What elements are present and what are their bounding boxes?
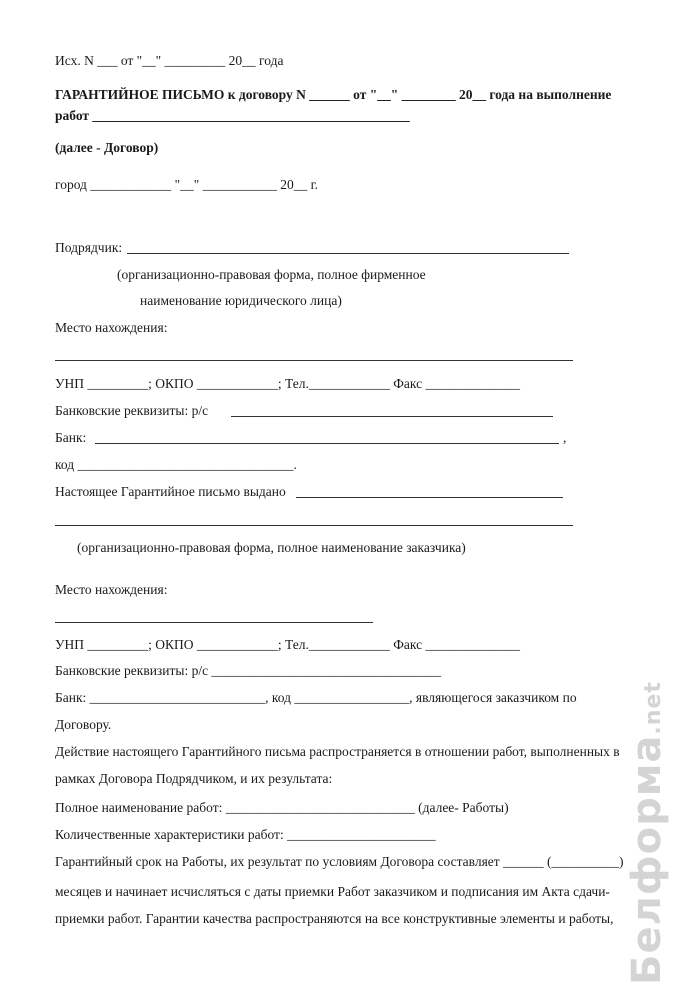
contractor-bank-label: Банк: bbox=[55, 430, 87, 445]
contractor-location-line bbox=[55, 360, 573, 361]
contractor-hint-1: (организационно-правовая форма, полное фирменное bbox=[117, 267, 426, 282]
issued-to-label: Настоящее Гарантийное письмо выдано bbox=[55, 484, 286, 499]
contractor-code-line: код ________________________________. bbox=[55, 457, 297, 472]
warranty-line-2: месяцев и начинает исчисляться с даты приемки Работ заказчиком и подписания им Акта сдачи- bbox=[55, 884, 610, 899]
document-title-line-2: работ _______________________________________________ bbox=[55, 108, 410, 123]
works-name-line: Полное наименование работ: ____________________________ (далее- Работы) bbox=[55, 800, 509, 815]
contractor-bank-comma: , bbox=[563, 430, 567, 445]
contractor-field-line bbox=[127, 253, 569, 254]
issued-to-line bbox=[296, 497, 563, 498]
city-date-line: город ____________ "__" ___________ 20__ г. bbox=[55, 177, 318, 192]
warranty-line-3: приемки работ. Гарантии качества распространяются на все конструктивные элементы и работы, bbox=[55, 911, 614, 926]
customer-name-line bbox=[55, 525, 573, 526]
contractor-label: Подрядчик: bbox=[55, 240, 123, 255]
customer-location-line bbox=[55, 622, 373, 623]
warranty-line-1: Гарантийный срок на Работы, их результат по условиям Договора составляет ______ (__________) bbox=[55, 854, 624, 869]
customer-unp-line: УНП _________; ОКПО ____________; Тел.____________ Факс ______________ bbox=[55, 637, 521, 652]
contractor-account-line bbox=[231, 416, 553, 417]
belforma-watermark: Белформа.net bbox=[624, 681, 670, 985]
scope-line-1: Действие настоящего Гарантийного письма распространяется в отношении работ, выполненных в bbox=[55, 744, 620, 759]
customer-hint: (организационно-правовая форма, полное наименование заказчика) bbox=[77, 540, 466, 555]
customer-location-label: Место нахождения: bbox=[55, 582, 168, 597]
document-title-line-3: (далее - Договор) bbox=[55, 140, 159, 155]
contractor-hint-2: наименование юридического лица) bbox=[140, 293, 342, 308]
contractor-location-label: Место нахождения: bbox=[55, 320, 168, 335]
works-quantity-line: Количественные характеристики работ: ______________________ bbox=[55, 827, 436, 842]
customer-bank-line: Банк: __________________________, код _________________, являющегося заказчиком по bbox=[55, 690, 577, 705]
scope-line-2: рамках Договора Подрядчиком, и их результата: bbox=[55, 771, 333, 786]
outgoing-number-line: Исх. N ___ от "__" _________ 20__ года bbox=[55, 53, 284, 68]
customer-bank-details-line: Банковские реквизиты: р/с __________________________________ bbox=[55, 663, 441, 678]
document-title-line-1: ГАРАНТИЙНОЕ ПИСЬМО к договору N ______ от "__" ________ 20__ года на выполнение bbox=[55, 87, 612, 102]
customer-bank-continuation: Договору. bbox=[55, 717, 112, 732]
contractor-bank-line bbox=[95, 443, 559, 444]
contractor-bank-details-label: Банковские реквизиты: р/с bbox=[55, 403, 209, 418]
contractor-unp-line: УНП _________; ОКПО ____________; Тел.____________ Факс ______________ bbox=[55, 376, 521, 391]
